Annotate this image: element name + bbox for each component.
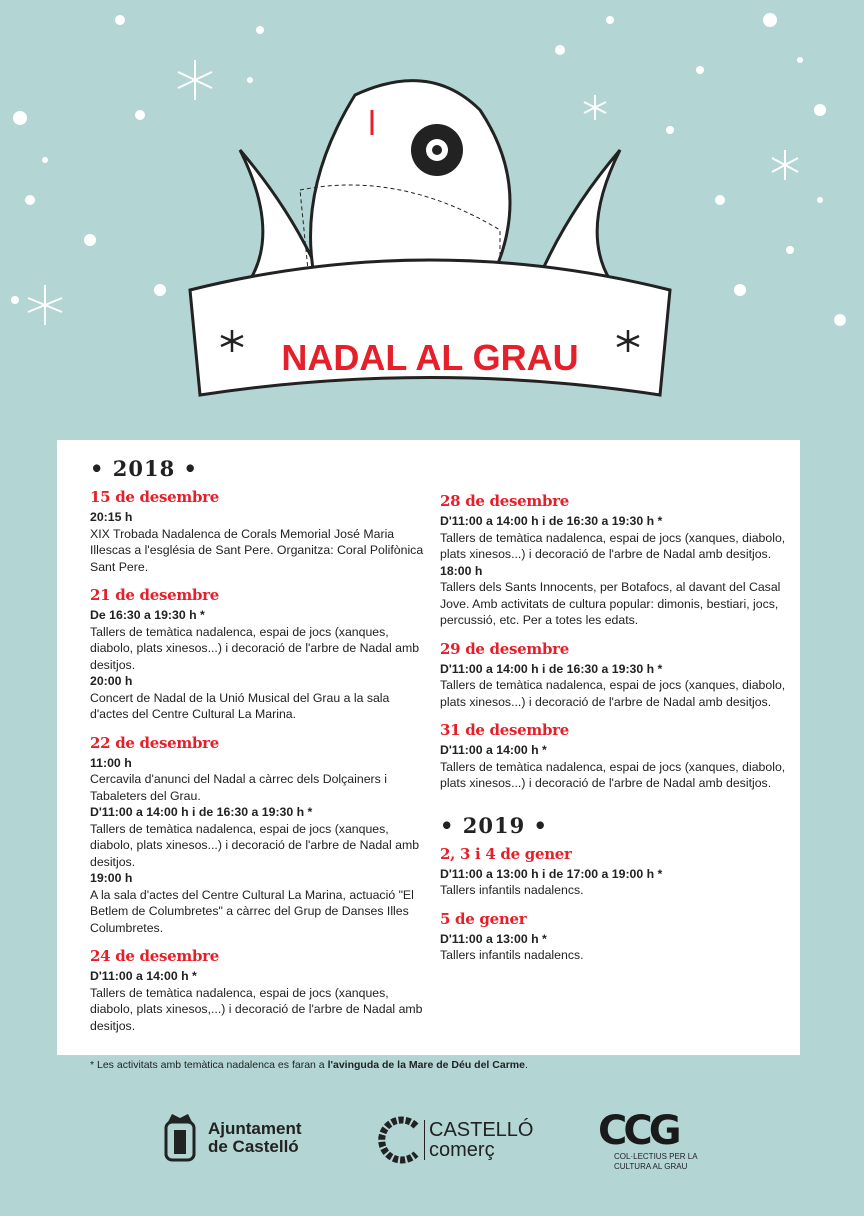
event-time: 18:00 h: [440, 563, 483, 578]
event-time: 20:15 h: [90, 510, 133, 524]
event-description: Tallers de temàtica nadalenca, espai de jocs (xanques, diabolo, plats xinesos,...) i decoració de l'arbre de Nadal amb desitjos.: [90, 985, 423, 1033]
event-time: D'11:00 a 14:00 h i de 16:30 a 19:30 h *: [440, 514, 663, 528]
event-time: D'11:00 a 14:00 h i de 16:30 a 19:30 h *: [90, 805, 313, 819]
day-date: 31 de desembre: [440, 721, 569, 739]
logo-castello-comerc: CASTELLÓ comerç: [376, 1116, 533, 1164]
event-time: 11:00 h: [90, 755, 132, 770]
event-time: D'11:00 a 14:00 h *: [440, 743, 547, 757]
event-time: De 16:30 a 19:30 h *: [90, 608, 205, 622]
poster-title: NADAL AL GRAU: [281, 337, 579, 378]
lower-section: [0, 440, 864, 1190]
c-mark-icon: [376, 1116, 424, 1164]
day-section: [440, 845, 795, 906]
event-description: Tallers infantils nadalencs.: [440, 948, 584, 962]
logo-ccg: CCG COL·LECTIUS PER LA CULTURA AL GRAU: [598, 1108, 698, 1171]
sponsor-logos: [0, 1110, 864, 1190]
event-description: Tallers de temàtica nadalenca, espai de jocs (xanques, diabolo, plats xinesos...) i decoració de l'arbre de Nadal amb desitjos.: [90, 821, 420, 869]
day-date: 15 de desembre: [90, 488, 219, 506]
event-description: Tallers de temàtica nadalenca, espai de jocs (xanques, diabolo, plats xinesos...) i decoració de l'arbre de Nadal amb desitjos.: [440, 759, 786, 790]
day-date: 29 de desembre: [440, 639, 569, 658]
year-heading: • 2019 •: [440, 812, 548, 838]
event-description: Tallers infantils nadalencs.: [440, 883, 584, 897]
event-description: Tallers de temàtica nadalenca, espai de jocs (xanques, diabolo, plats xinesos...) i decoració de l'arbre de Nadal amb desitjos.: [440, 678, 786, 709]
day-section: [90, 488, 430, 582]
day-section: [440, 910, 795, 971]
event-description: Concert de Nadal de la Unió Musical del Grau a la sala d'actes del Centre Cultural La Marina.: [90, 690, 390, 721]
event-description: Tallers de temàtica nadalenca, espai de jocs (xanques, diabolo, plats xinesos...) i decoració de l'arbre de Nadal amb desitjos.: [440, 530, 786, 561]
day-section: [90, 947, 430, 1041]
day-date: 22 de desembre: [90, 733, 219, 752]
logo-ajuntament: Ajuntament de Castelló: [158, 1112, 302, 1164]
year-heading: • 2018 •: [90, 456, 198, 481]
event-time: D'11:00 a 13:00 h *: [440, 931, 547, 946]
event-description: Tallers de temàtica nadalenca, espai de jocs (xanques, diabolo, plats xinesos...) i decoració de l'arbre de Nadal amb desitjos.: [90, 624, 420, 672]
event-time: D'11:00 a 14:00 h i de 16:30 a 19:30 h *: [440, 661, 663, 676]
program-card: [57, 440, 800, 1055]
day-section: [440, 492, 795, 636]
header-illustration: [0, 0, 864, 440]
day-date: 2, 3 i 4 de gener: [440, 844, 572, 863]
day-date: 5 de gener: [440, 909, 527, 928]
day-section: [90, 734, 430, 944]
footnote: * Les activitats amb temàtica nadalenca es faran a l'avinguda de la Mare de Déu del Carme.: [90, 1059, 528, 1071]
event-description: Tallers dels Sants Innocents, per Botafocs, al davant del Casal Jove. Amb activitats de cultura popular: dimonis, bestiari, jocs, percussió, etc. Per a totes les edats.: [440, 580, 781, 627]
event-time: 20:00 h: [90, 674, 133, 688]
event-description: XIX Trobada Nadalenca de Corals Memorial José Maria Illescas a l'església de Sant Pere. Organitza: Coral Polifònica Sant Pere.: [90, 526, 424, 574]
day-date: 24 de desembre: [90, 947, 219, 965]
event-description: A la sala d'actes del Centre Cultural La Marina, actuació "El Betlem de Columbretes" a càrrec del Grup de Danses Illes Columbretes.: [90, 887, 414, 935]
event-time: D'11:00 a 13:00 h i de 17:00 a 19:00 h *: [440, 866, 663, 881]
right-column: [440, 456, 795, 1041]
day-section: [440, 721, 795, 799]
day-date: 28 de desembre: [440, 492, 569, 510]
day-section: [90, 586, 430, 730]
day-date: 21 de desembre: [90, 586, 219, 604]
event-time: 19:00 h: [90, 871, 133, 885]
event-time: D'11:00 a 14:00 h *: [90, 969, 197, 983]
event-description: Cercavila d'anunci del Nadal a càrrec dels Dolçainers i Tabaleters del Grau.: [90, 772, 387, 803]
day-section: [440, 640, 795, 718]
left-column: [90, 456, 430, 1041]
coat-of-arms-icon: [158, 1112, 202, 1164]
